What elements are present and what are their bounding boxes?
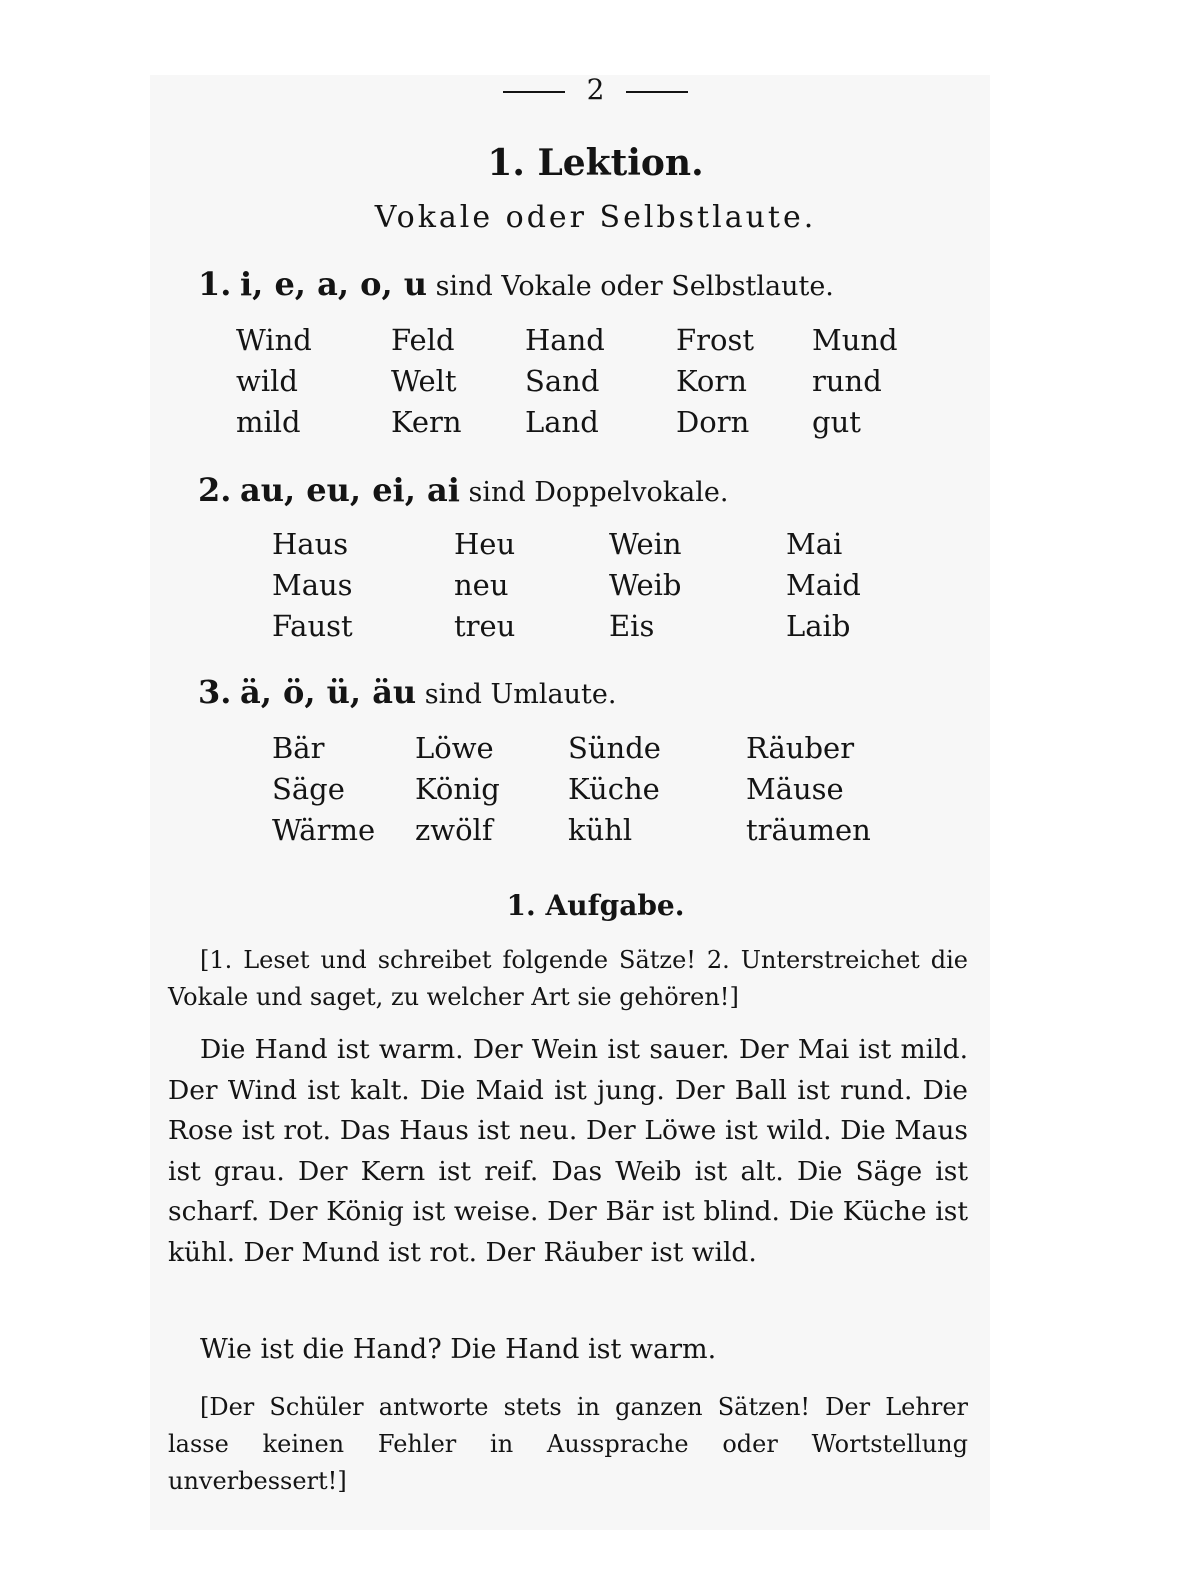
word-cell: Weib xyxy=(609,568,682,602)
word-cell: Haus xyxy=(272,527,349,561)
word-cell: kühl xyxy=(568,813,633,847)
question-answer-line: Wie ist die Hand? Die Hand ist warm. xyxy=(200,1334,717,1365)
word-cell: gut xyxy=(812,405,861,439)
right-rule xyxy=(626,91,688,93)
section-number: 3. xyxy=(198,673,232,711)
word-cell: Kern xyxy=(391,405,462,439)
reading-paragraph: Die Hand ist warm. Der Wein ist sauer. Der Mai ist mild. Der Wind ist kalt. Die Maid ist jung. Der Ball ist rund. Die Rose ist rot. Das Haus ist neu. Der Löwe ist wild. Die Maus ist grau. Der Kern ist reif. Das Weib ist alt. Die Säge ist scharf. Der König ist weise. Der Bär ist blind. Die Küche ist kühl. Der Mund ist rot. Der Räuber ist wild. xyxy=(168,1034,968,1268)
task-instruction: [1. Leset und schreibet folgende Sätze! 2. Unterstreichet die Vokale und saget, zu welcher Art sie gehören!] xyxy=(168,946,968,1011)
word-cell: zwölf xyxy=(415,813,493,847)
page-number xyxy=(0,72,1191,108)
word-cell: König xyxy=(415,772,500,806)
word-cell: Räuber xyxy=(746,731,855,765)
section-description: sind Umlaute. xyxy=(424,679,617,710)
task-heading: 1. Aufgabe. xyxy=(506,889,685,922)
word-cell: mild xyxy=(236,405,301,439)
section-2-heading xyxy=(198,470,728,513)
lesson-title: 1. Lektion. xyxy=(487,142,704,184)
left-rule xyxy=(503,91,565,93)
teacher-note: [Der Schüler antworte stets in ganzen Sätzen! Der Lehrer lasse keinen Fehler in Aussprache oder Wortstellung unverbessert!] xyxy=(168,1393,968,1495)
word-cell: Welt xyxy=(391,364,457,398)
word-cell: Sünde xyxy=(568,731,661,765)
word-cell: Maus xyxy=(272,568,353,602)
word-cell: Frost xyxy=(676,323,754,357)
word-cell: Faust xyxy=(272,609,353,643)
word-cell: treu xyxy=(454,609,516,643)
word-cell: träumen xyxy=(746,813,871,847)
word-cell: Küche xyxy=(568,772,660,806)
section-description: sind Vokale oder Selbstlaute. xyxy=(435,271,834,302)
section-letters: i, e, a, o, u xyxy=(240,265,427,303)
section-letters: au, eu, ei, ai xyxy=(240,471,460,509)
section-number: 2. xyxy=(198,471,232,509)
section-letters: ä, ö, ü, äu xyxy=(240,673,417,711)
word-cell: Hand xyxy=(525,323,605,357)
word-cell: Korn xyxy=(676,364,747,398)
word-cell: Löwe xyxy=(415,731,494,765)
word-cell: Wind xyxy=(236,323,312,357)
word-cell: Wärme xyxy=(272,813,376,847)
word-cell: rund xyxy=(812,364,882,398)
section-3-heading xyxy=(198,672,616,715)
word-cell: Mund xyxy=(812,323,898,357)
word-cell: Laib xyxy=(786,609,851,643)
word-cell: Maid xyxy=(786,568,861,602)
section-description: sind Doppelvokale. xyxy=(468,477,729,508)
word-cell: wild xyxy=(236,364,298,398)
word-cell: Eis xyxy=(609,609,655,643)
word-cell: Land xyxy=(525,405,599,439)
section-1-heading xyxy=(198,264,834,307)
word-cell: Heu xyxy=(454,527,516,561)
word-cell: Sand xyxy=(525,364,600,398)
word-cell: Mai xyxy=(786,527,843,561)
section-number: 1. xyxy=(198,265,232,303)
word-cell: Wein xyxy=(609,527,682,561)
page-number-text: 2 xyxy=(586,73,605,106)
word-cell: Mäuse xyxy=(746,772,844,806)
word-cell: Feld xyxy=(391,323,455,357)
word-cell: neu xyxy=(454,568,509,602)
lesson-subtitle: Vokale oder Selbstlaute. xyxy=(374,200,817,235)
word-cell: Dorn xyxy=(676,405,750,439)
word-cell: Bär xyxy=(272,731,325,765)
word-cell: Säge xyxy=(272,772,345,806)
